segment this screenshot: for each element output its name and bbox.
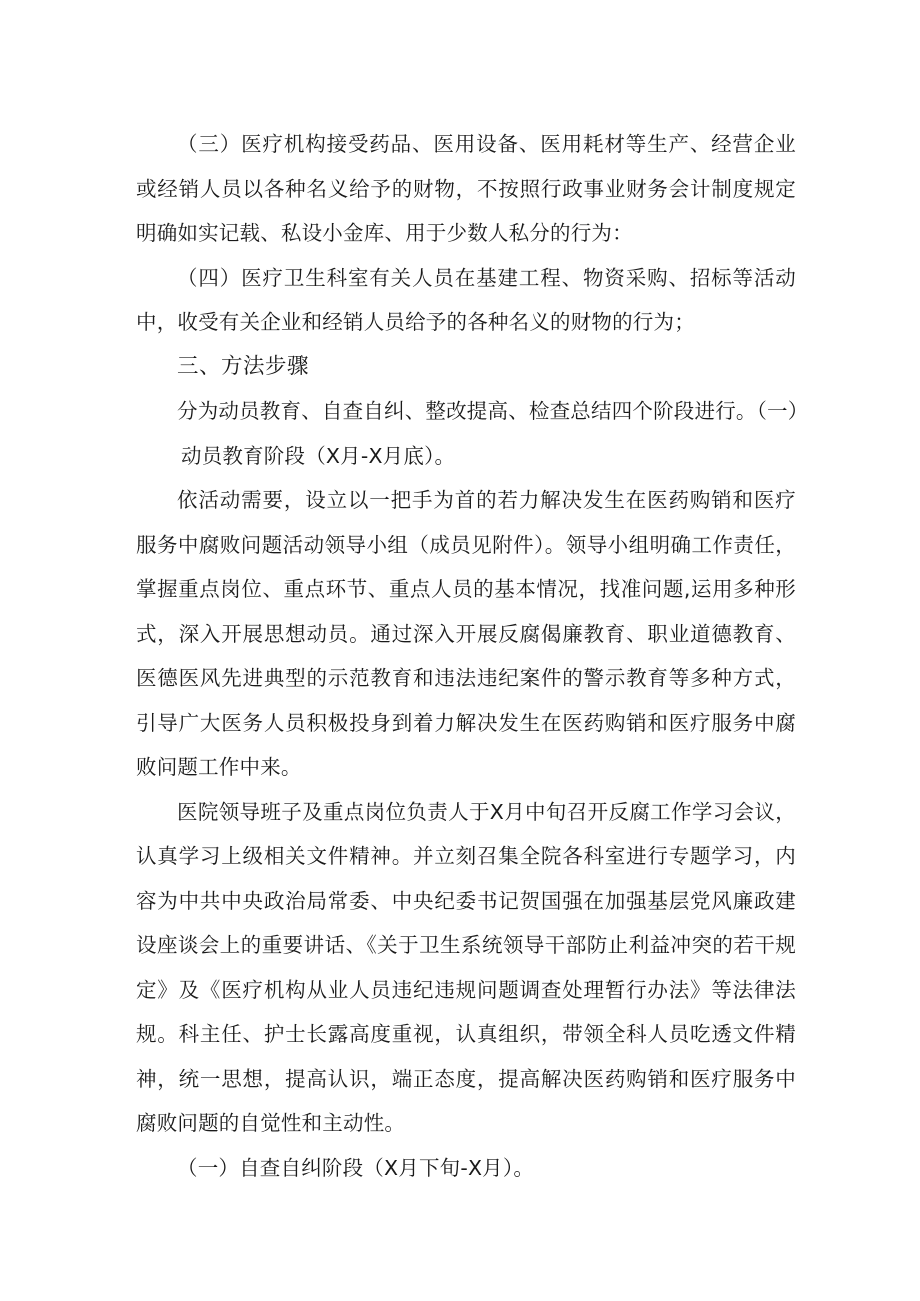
stage-self-check-heading: （一）自查自纠阶段（X月下旬-X月）。 [177,1155,535,1180]
paragraph-item-three: （三）医疗机构接受药品、医用设备、医用耗材等生产、经营企业或经销人员以各种名义给予的财物，不按照行政事业财务会计制度规定明确如实记载、私设小金库、用于少数人私分的行为： [136,132,796,245]
document-body [136,122,809,1190]
stage-mobilization-heading: 动员教育阶段（X月-X月底）。 [181,443,456,468]
section-heading: 三、方法步骤 [177,353,310,379]
paragraph-item-four: （四）医疗卫生科室有关人员在基建工程、物资采购、招标等活动中，收受有关企业和经销人员给予的各种名义的财物的行为； [136,265,796,334]
stages-overview-line: 分为动员教育、自查自纠、整改提高、检查总结四个阶段进行。（一） [177,399,809,423]
paragraph-mobilization: 依活动需要，设立以一把手为首的若力解决发生在医药购销和医疗服务中腐败问题活动领导小组（成员见附件）。领导小组明确工作责任，掌握重点岗位、重点环节、重点人员的基本情况，找准问题,运用多种形式，深入开展思想动员。通过深入开展反腐偈廉教育、职业道德教育、医德医风先进典型的示范教育和违法违纪案件的警示教育等多种方式，引导广大医务人员积极投身到着力解决发生在医药购销和医疗服务中腐败问题工作中来。 [136,488,796,779]
paragraph-leadership-study: 医院领导班子及重点岗位负责人于X月中旬召开反腐工作学习会议，认真学习上级相关文件精神。并立刻召集全院各科室进行专题学习，内容为中共中央政治局常委、中央纪委书记贺国强在加强基层党风廉政建设座谈会上的重要讲话、《关于卫生系统领导干部防止利益冲突的若干规定》及《医疗机构从业人员违纪违规问题调查处理暂行办法》等法律法规。科主任、护士长露高度重视，认真组织，带领全科人员吃透文件精神，统一思想，提高认识，端正态度，提高解决医药购销和医疗服务中腐败问题的自觉性和主动性。 [136,799,796,1135]
